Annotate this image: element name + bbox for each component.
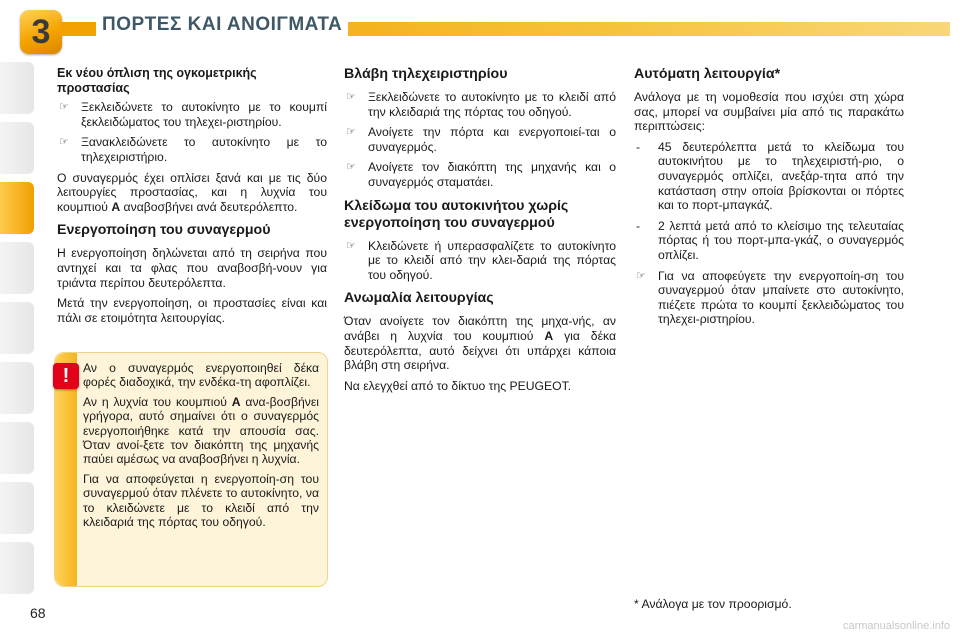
side-tab-1[interactable]: [0, 62, 34, 114]
page-number: 68: [30, 605, 46, 621]
page-title: ΠΟΡΤΕΣ ΚΑΙ ΑΝΟΙΓΜΑΤΑ: [96, 14, 348, 36]
paragraph: Αν ο συναγερμός ενεργοποιηθεί δέκα φορές διαδοχικά, την ενδέκα-τη αφοπλίζει.: [83, 361, 319, 390]
list-item: [344, 125, 616, 154]
side-tab-2[interactable]: [0, 122, 34, 174]
column-2: [344, 66, 616, 399]
column-3: [634, 66, 904, 333]
paragraph: Να ελεγχθεί από το δίκτυο της PEUGEOT.: [344, 378, 572, 393]
heading-remote-failure: Βλάβη τηλεχειριστηρίου: [344, 66, 508, 82]
footnote: * Ανάλογα με τον προορισμό.: [634, 597, 792, 611]
pointing-hand-icon: ☞: [346, 126, 356, 139]
heading-malfunction: Ανωμαλία λειτουργίας: [344, 290, 494, 307]
heading-alarm-activation: Ενεργοποίηση του συναγερμού: [57, 222, 271, 239]
paragraph: Η ενεργοποίηση δηλώνεται από τη σειρήνα που αντηχεί και τα φλας που αναβοσβή-νουν για τριάντα περίπου δευτερόλεπτα.: [57, 246, 327, 290]
pointing-hand-icon: ☞: [636, 269, 646, 282]
paragraph: Ανάλογα με τη νομοθεσία που ισχύει στη χώρα σας, μπορεί να συμβαίνει μία από τις παρακάτω περιπτώσεις:: [634, 90, 904, 134]
list-item: [344, 160, 616, 189]
pointing-hand-icon: ☞: [346, 161, 356, 174]
pointing-hand-icon: ☞: [346, 239, 356, 252]
heading-automatic-mode: Αυτόματη λειτουργία*: [634, 66, 781, 82]
side-tab-8[interactable]: [0, 482, 34, 534]
chapter-side-tabs: [0, 62, 38, 582]
paragraph: Ο συναγερμός έχει οπλίσει ξανά και με τις δύο λειτουργίες προστασίας, και η λυχνία του κουμπιού A αναβοσβήνει ανά δευτερόλεπτο.: [57, 170, 327, 214]
heading-rearm-protection: Εκ νέου όπλιση της ογκομετρικής προστασίας: [57, 66, 257, 95]
pointing-hand-icon: ☞: [59, 101, 69, 114]
heading-lock-without-alarm: Κλείδωμα του αυτοκινήτου χωρίς ενεργοποίηση του συναγερμού: [344, 197, 569, 231]
side-tab-4[interactable]: [0, 242, 34, 294]
list-item: [634, 269, 904, 327]
side-tab-5[interactable]: [0, 302, 34, 354]
list-item: [634, 219, 904, 263]
pointing-hand-icon: ☞: [346, 91, 356, 103]
bullet-text: Κλειδώνετε ή υπερασφαλίζετε το αυτοκίνητο με το κλειδί από την κλει-δαριά της πόρτας του οδηγού.: [368, 238, 616, 282]
paragraph: Αν η λυχνία του κουμπιού A ανα-βοσβήνει γρήγορα, αυτό σημαίνει ότι ο συναγερμός ενεργοποιήθηκε κατά την απουσία σας. Όταν ανοί-ξετε τον διακόπτη της μηχανής παύει αμέσως να αναβοσβήνει η λυχνία.: [83, 394, 319, 467]
side-tab-7[interactable]: [0, 422, 34, 474]
list-item: [57, 100, 327, 129]
side-tab-3-active[interactable]: [0, 182, 34, 234]
pointing-hand-icon: ☞: [59, 136, 69, 149]
paragraph: Για να αποφεύγεται η ενεργοποίη-ση του συναγερμού όταν πλένετε το αυτοκίνητο, να το κλειδώνετε με το κλειδί από την κλειδαριά της πόρτας του οδηγού.: [83, 471, 319, 530]
dash-text: 2 λεπτά μετά από το κλείσιμο της τελευταίας πόρτας ή του πορτ-μπα-γκάζ, ο συναγερμός οπλίζει.: [658, 218, 904, 262]
bullet-text: Ανοίγετε τον διακόπτη της μηχανής και ο συναγερμός σταματάει.: [368, 160, 616, 189]
side-tab-6[interactable]: [0, 362, 34, 414]
warning-box: [54, 352, 328, 587]
paragraph: Όταν ανοίγετε τον διακόπτη της μηχα-νής, αν ανάβει η λυχνία του κουμπιού A για δέκα δευτερόλεπτα, αυτό δείχνει ότι υπάρχει κάποια βλάβη στη σειρήνα.: [344, 314, 617, 373]
dash-marker: -: [636, 218, 641, 233]
bullet-text: Ξεκλειδώνετε το αυτοκίνητο με το κλειδί από την κλειδαριά της πόρτας του οδηγού.: [368, 90, 616, 119]
list-item: [57, 135, 327, 164]
watermark: carmanualsonline.info: [842, 620, 950, 632]
side-tab-9[interactable]: [0, 542, 34, 594]
dash-text: 45 δευτερόλεπτα μετά το κλείδωμα του αυτοκινήτου με το τηλεχειριστή-ριο, ο συναγερμός οπλίζει, ανεξάρ-τητα από την κατάσταση στην οποία βρίσκονται οι πόρτες και το πορτ-μπαγκάζ.: [658, 139, 904, 213]
warning-text: [83, 361, 319, 534]
list-item: [344, 90, 616, 119]
warning-icon: !: [53, 363, 79, 389]
bullet-text: Για να αποφεύγετε την ενεργοποίη-ση του συναγερμού όταν μπαίνετε στο αυτοκίνητο, πιέζετε πρώτα το κουμπί ξεκλειδώματος του τηλεχει-ριστηρίου.: [658, 268, 904, 327]
dash-marker: -: [636, 139, 641, 154]
bullet-text: Ανοίγετε την πόρτα και ενεργοποιεί-ται ο συναγερμός.: [368, 125, 616, 154]
paragraph: Μετά την ενεργοποίηση, οι προστασίες είναι και πάλι σε ετοιμότητα λειτουργίας.: [57, 296, 327, 325]
bullet-text: Ξανακλειδώνετε το αυτοκίνητο με το τηλεχειριστήριο.: [81, 135, 327, 164]
chapter-badge: 3: [20, 10, 62, 54]
bullet-text: Ξεκλειδώνετε το αυτοκίνητο με το κουμπί ξεκλειδώματος του τηλεχει-ριστηρίου.: [81, 100, 327, 129]
list-item: [344, 239, 616, 283]
list-item: [634, 140, 904, 213]
column-1: [57, 66, 327, 331]
